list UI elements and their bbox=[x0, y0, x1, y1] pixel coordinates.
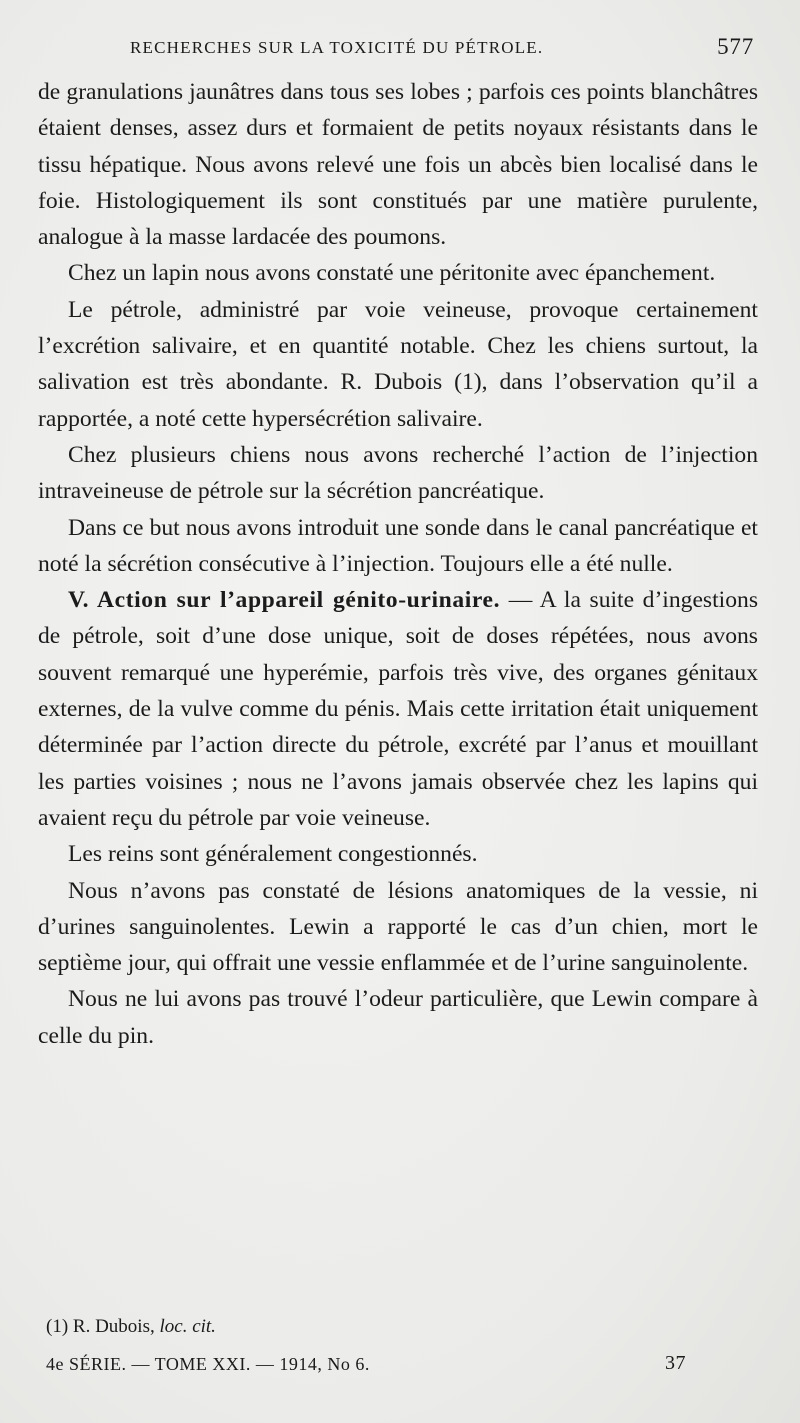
paragraph-2: Chez un lapin nous avons constaté une péritonite avec épanchement. bbox=[68, 260, 716, 287]
page-number: 577 bbox=[717, 34, 754, 59]
paragraph-4: Chez plusieurs chiens nous avons recherché l’action de l’injection intraveineuse de pétrole sur la sécrétion pancréatique. bbox=[38, 441, 758, 505]
body-text bbox=[38, 74, 758, 1054]
footnote bbox=[46, 1316, 216, 1338]
section-heading: V. Action sur l’appareil génito-urinaire. bbox=[68, 587, 501, 614]
paragraph-6 bbox=[38, 582, 758, 836]
paragraph-1: de granulations jaunâtres dans tous ses lobes ; parfois ces points blanchâtres étaient denses, assez durs et formaient de petits noyaux résistants dans le tissu hépatique. Nous avons relevé une fois un abcès bien localisé dans le foie. Histologiquement ils sont constitués par une matière purulente, analogue à la masse lardacée des poumons. bbox=[38, 79, 758, 251]
paragraph-3: Le pétrole, administré par voie veineuse, provoque certainement l’excrétion salivaire, et en quantité notable. Chez les chiens surtout, la salivation est très abondante. R. Dubois (1), dans l’observation qu’il a rapportée, a noté cette hypersécrétion salivaire. bbox=[38, 296, 758, 432]
running-title: RECHERCHES SUR LA TOXICITÉ DU PÉTROLE. bbox=[130, 38, 544, 57]
paragraph-9: Nous ne lui avons pas trouvé l’odeur particulière, que Lewin compare à celle du pin. bbox=[38, 986, 758, 1049]
page-footer bbox=[46, 1354, 746, 1382]
series-info: 4e SÉRIE. — TOME XXI. — 1914, No 6. bbox=[46, 1354, 370, 1374]
paragraph-8: Nous n’avons pas constaté de lésions anatomiques de la vessie, ni d’urines sanguinolentes. Lewin a rapporté le cas d’un chien, mort le septième jour, qui offrait une vessie enflammée et de l’urine sanguinolente. bbox=[38, 877, 758, 977]
section-text: — A la suite d’ingestions de pétrole, soit d’une dose unique, soit de doses répétées, nous avons souvent remarqué une hyperémie, parfois très vive, des organes génitaux externes, de la vulve comme du pénis. Mais cette irritation était uniquement déterminée par l’action directe du pétrole, excrété par l’anus et mouillant les parties voisines ; nous ne l’avons jamais observée chez les lapins qui avaient reçu du pétrole par voie veineuse. bbox=[38, 587, 758, 831]
signature-mark: 37 bbox=[665, 1352, 686, 1374]
running-header bbox=[130, 34, 754, 64]
footnote-marker: (1) R. Dubois, bbox=[46, 1316, 160, 1337]
paragraph-7: Les reins sont généralement congestionnés. bbox=[68, 841, 478, 868]
footnote-reference: loc. cit. bbox=[159, 1316, 216, 1337]
paragraph-5: Dans ce but nous avons introduit une sonde dans le canal pancréatique et noté la sécrétion consécutive à l’injection. Toujours elle a été nulle. bbox=[38, 514, 758, 577]
